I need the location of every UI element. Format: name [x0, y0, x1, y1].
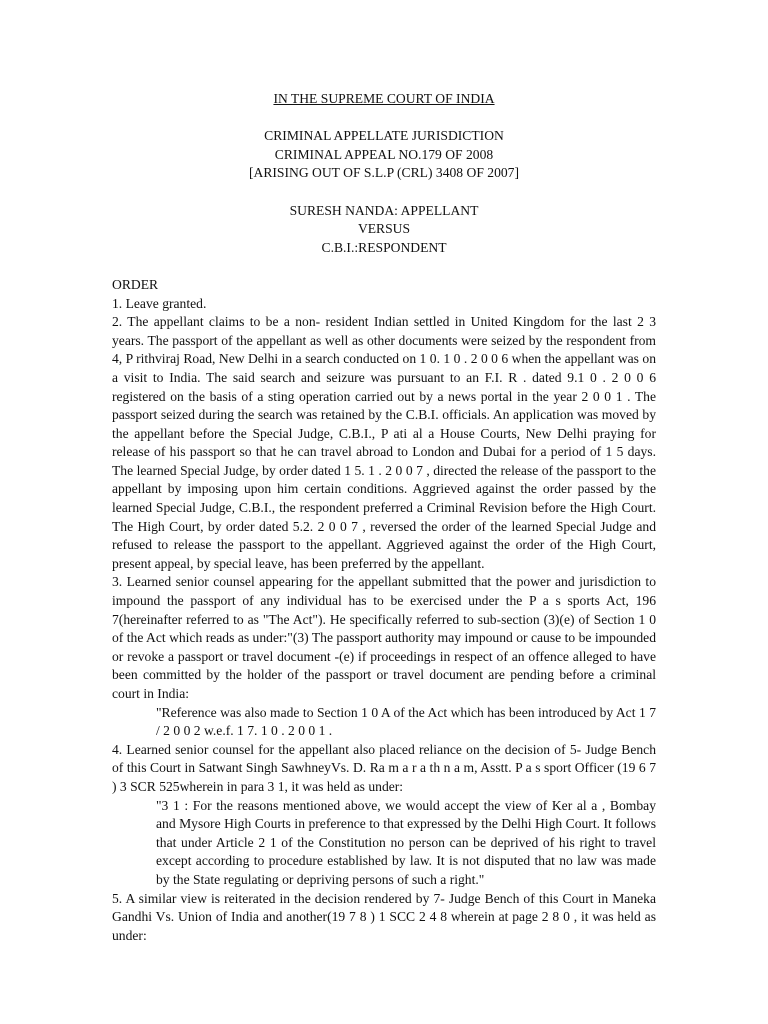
parties [112, 202, 656, 258]
paragraph-2: 2. The appellant claims to be a non- resident Indian settled in United Kingdom for the last 2 3 years. The passport of the appellant as well as other documents were seized by the respondent from 4, P rithviraj Road, New Delhi in a search conducted on 1 0. 1 0 . 2 0 0 6 when the appellant was on a visit to India. The said search and seizure was pursuant to an F.I. R . dated 9.1 0 . 2 0 0 6 registered on the basis of a sting operation carried out by a news portal in the year 2 0 0 1 . The passport seized during the search was retained by the C.B.I. officials. An application was moved by the appellant before the Special Judge, C.B.I., P ati al a House Courts, New Delhi praying for release of his passport so that he can travel abroad to London and Dubai for a period of 1 5 days. The learned Special Judge, by order dated 1 5. 1 . 2 0 0 7 , directed the release of the passport to the appellant by imposing upon him certain conditions. Aggrieved against the order passed by the learned Special Judge, C.B.I., the respondent preferred a Criminal Revision before the High Court. The High Court, by order dated 5.2. 2 0 0 7 , reversed the order of the learned Special Judge and refused to release the passport to the appellant. Aggrieved against the order of the High Court, present appeal, by special leave, has been preferred by the appellant. [112, 314, 656, 571]
quote-2: "3 1 : For the reasons mentioned above, we would accept the view of Ker al a , Bombay and Mysore High Courts in preference to that expressed by the Delhi High Court. It follows that under Article 2 1 of the Constitution no person can be deprived of his right to travel except according to procedure established by law. It is not disputed that no law was made by the State regulating or depriving persons of such a right." [156, 797, 656, 887]
case-details [112, 127, 656, 183]
jurisdiction: CRIMINAL APPELLATE JURISDICTION [264, 128, 504, 144]
paragraph-3: 3. Learned senior counsel appearing for the appellant submitted that the power and jurisdiction to impound the passport of any individual has to be exercised under the P a s sports Act, 196 7(hereinafter referred to as "The Act"). He specifically referred to sub-section (3)(e) of Section 1 0 of the Act which reads as under:"(3) The passport authority may impound or cause to be impounded or revoke a passport or travel document -(e) if proceedings in respect of an offence alleged to have been committed by the holder of the passport or travel document are pending before a criminal court in India: [112, 574, 656, 701]
paragraph-1: 1. Leave granted. [112, 295, 207, 311]
court-title: IN THE SUPREME COURT OF INDIA [273, 91, 495, 106]
paragraph-5: 5. A similar view is reiterated in the decision rendered by 7- Judge Bench of this Court in Maneka Gandhi Vs. Union of India and another(19 7 8 ) 1 SCC 2 4 8 wherein at page 2 8 0 , it was held as under: [112, 890, 656, 943]
arising-out-of: [ARISING OUT OF S.L.P (CRL) 3408 OF 2007] [248, 165, 519, 181]
respondent: C.B.I.:RESPONDENT [321, 239, 447, 255]
quote-1: "Reference was also made to Section 1 0 A of the Act which has been introduced by Act 1 7 / 2 0 0 2 w.e.f. 1 7. 1 0 . 2 0 0 1 . [156, 704, 656, 739]
order-heading: ORDER [112, 276, 159, 292]
paragraph-4: 4. Learned senior counsel for the appellant also placed reliance on the decision of 5- Judge Bench of this Court in Satwant Singh SawhneyVs. D. Ra m a r a th n a m, Asstt. P a s sport Officer (19 6 7 ) 3 SCR 525wherein in para 3 1, it was held as under: [112, 741, 656, 794]
appeal-number: CRIMINAL APPEAL NO.179 OF 2008 [274, 146, 494, 162]
appellant: SURESH NANDA: APPELLANT [289, 202, 479, 218]
versus: VERSUS [357, 221, 411, 237]
order-body [112, 276, 656, 945]
document-page [112, 90, 656, 945]
